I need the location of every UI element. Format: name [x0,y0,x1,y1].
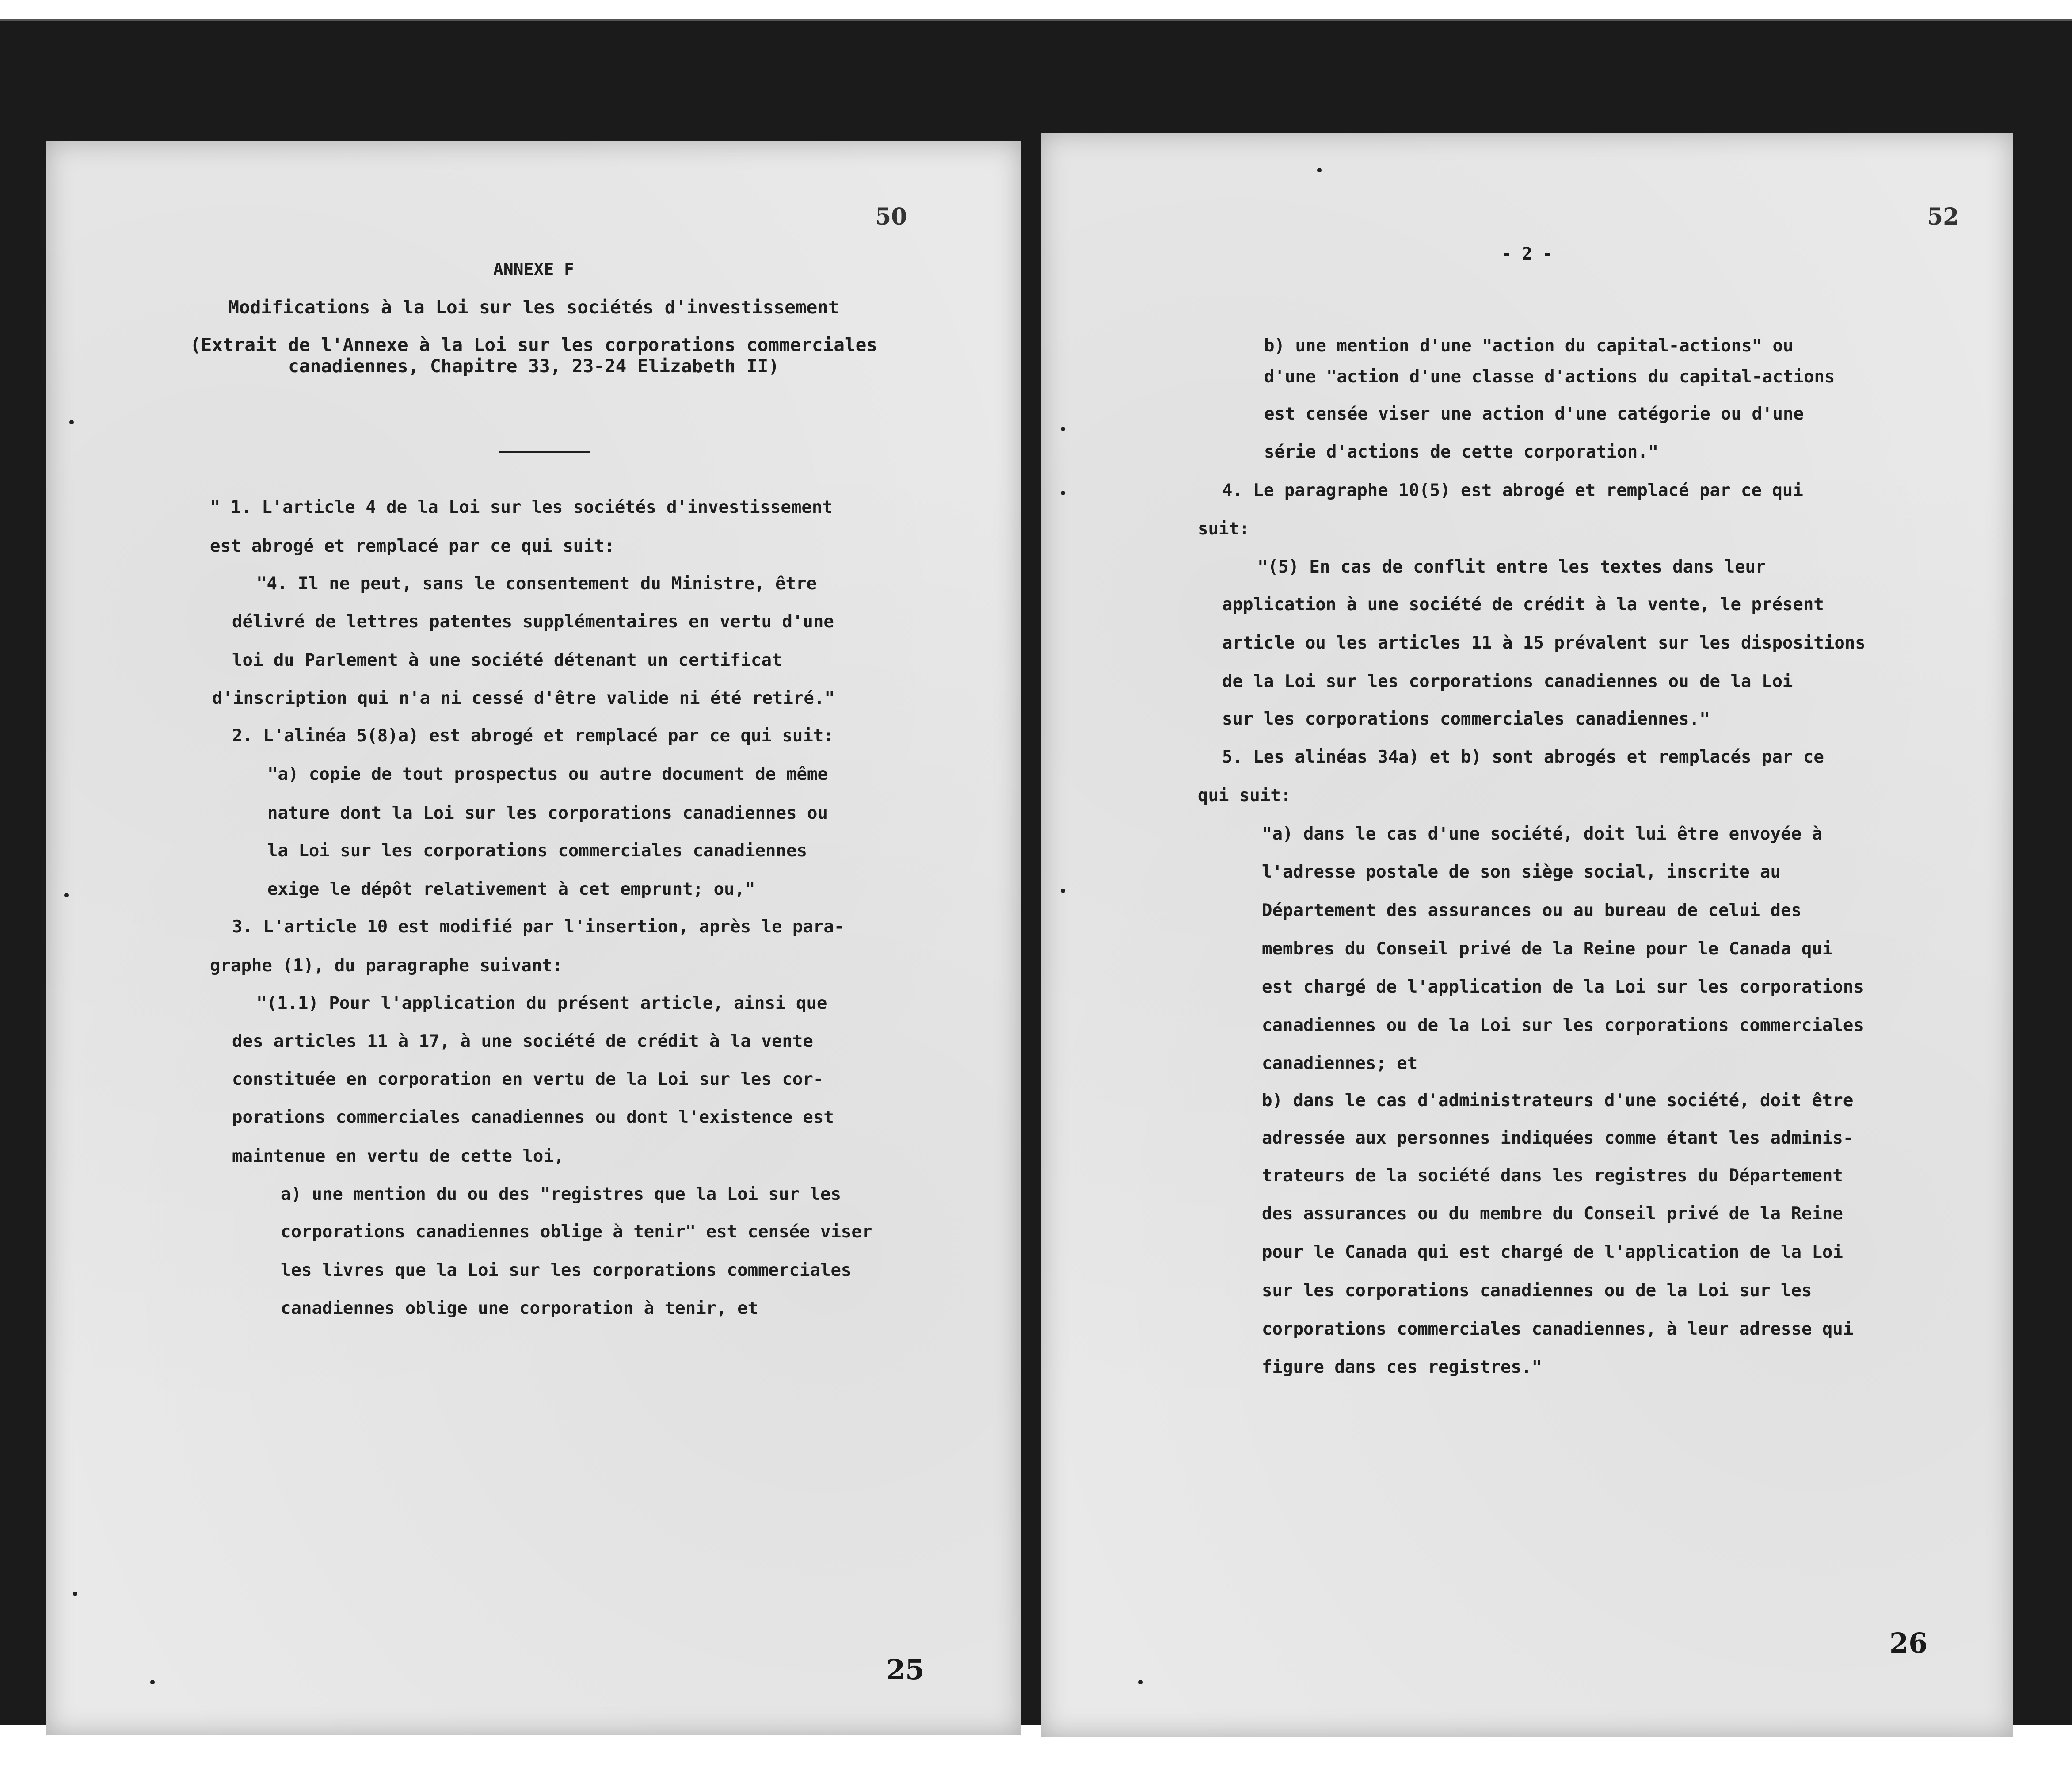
text-line: est chargé de l'application de la Loi sur les corporations [1262,977,1864,997]
text-line: canadiennes ou de la Loi sur les corporations commerciales [1262,1015,1864,1035]
text-line: graphe (1), du paragraphe suivant: [210,956,563,976]
scan-speck [73,1592,77,1596]
text-line: sur les corporations commerciales canadiennes." [1222,709,1710,729]
scan-speck [1061,427,1065,431]
scan-speck [69,420,74,424]
text-line: article ou les articles 11 à 15 prévalent sur les dispositions [1222,633,1866,653]
text-line: sur les corporations canadiennes ou de la Loi sur les [1262,1281,1812,1301]
right-page [1041,133,2013,1737]
text-line: Département des assurances ou au bureau de celui des [1262,901,1802,920]
text-line: pour le Canada qui est chargé de l'application de la Loi [1262,1242,1843,1262]
scan-speck [1138,1680,1143,1684]
text-line: corporations commerciales canadiennes, à leur adresse qui [1262,1319,1854,1339]
stamp-number: 52 [1927,203,1959,230]
text-line: membres du Conseil privé de la Reine pour le Canada qui [1262,939,1833,959]
text-line: des assurances ou du membre du Conseil privé de la Reine [1262,1204,1843,1224]
text-line: a) une mention du ou des "registres que la Loi sur les [281,1184,841,1204]
text-line: "(5) En cas de conflit entre les textes dans leur [1257,557,1766,577]
text-line: canadiennes oblige une corporation à tenir, et [281,1298,758,1318]
annex-title: ANNEXE F [493,260,575,279]
text-line: b) une mention d'une "action du capital-actions" ou [1264,336,1794,356]
text-line: trateurs de la société dans les registres du Département [1262,1166,1843,1186]
text-line: " 1. L'article 4 de la Loi sur les sociétés d'investissement [210,497,833,517]
text-line: canadiennes; et [1262,1054,1418,1073]
page-number: 26 [1889,1627,1928,1659]
source-line: (Extrait de l'Annexe à la Loi sur les corporations commerciales [190,334,878,355]
text-line: "(1.1) Pour l'application du présent article, ainsi que [256,993,827,1013]
scan-speck [1061,889,1065,893]
page-number: 25 [886,1653,925,1686]
stamp-number: 50 [875,203,907,230]
text-line: délivré de lettres patentes supplémentaires en vertu d'une [232,612,834,632]
text-line: suit: [1198,519,1250,539]
scan-speck [150,1680,155,1684]
source-line: canadiennes, Chapitre 33, 23-24 Elizabeth II) [288,355,779,377]
text-line: d'une "action d'une classe d'actions du capital-actions [1264,367,1835,387]
text-line: série d'actions de cette corporation." [1264,442,1659,462]
page-header: - 2 - [1501,244,1553,264]
text-line: adressée aux personnes indiquées comme étant les adminis- [1262,1128,1854,1148]
text-line: d'inscription qui n'a ni cessé d'être valide ni été retiré." [212,688,835,708]
text-line: "a) copie de tout prospectus ou autre document de même [267,764,828,784]
text-line: corporations canadiennes oblige à tenir" est censée viser [281,1222,872,1242]
text-line: porations commerciales canadiennes ou dont l'existence est [232,1107,834,1127]
text-line: l'adresse postale de son siège social, inscrite au [1262,862,1781,882]
text-line: qui suit: [1198,786,1291,806]
text-line: figure dans ces registres." [1262,1357,1542,1377]
text-line: de la Loi sur les corporations canadiennes ou de la Loi [1222,672,1793,691]
scan-speck [1061,491,1065,495]
text-line: "a) dans le cas d'une société, doit lui être envoyée à [1262,824,1822,844]
text-line: les livres que la Loi sur les corporations commerciales [281,1260,852,1280]
text-line: exige le dépôt relativement à cet emprunt; ou," [267,879,755,899]
text-line: 2. L'alinéa 5(8)a) est abrogé et remplacé par ce qui suit: [232,726,834,746]
text-line: 4. Le paragraphe 10(5) est abrogé et remplacé par ce qui [1222,481,1803,500]
scan-speck [64,893,69,897]
annex-subtitle: Modifications à la Loi sur les sociétés d'investissement [228,297,839,318]
scan-speck [1317,168,1322,172]
text-line: 3. L'article 10 est modifié par l'insertion, après le para- [232,917,845,937]
text-line: maintenue en vertu de cette loi, [232,1146,564,1166]
text-line: nature dont la Loi sur les corporations canadiennes ou [267,803,828,823]
text-line: loi du Parlement à une société détenant un certificat [232,650,782,670]
title-separator [499,451,590,453]
text-line: application à une société de crédit à la vente, le présent [1222,595,1824,615]
text-line: constituée en corporation en vertu de la Loi sur les cor- [232,1069,824,1089]
text-line: est censée viser une action d'une catégorie ou d'une [1264,404,1804,424]
text-line: la Loi sur les corporations commerciales canadiennes [267,841,807,861]
text-line: "4. Il ne peut, sans le consentement du Ministre, être [256,574,817,594]
text-line: b) dans le cas d'administrateurs d'une société, doit être [1262,1091,1854,1111]
left-page [46,141,1021,1735]
text-line: des articles 11 à 17, à une société de crédit à la vente [232,1031,813,1051]
text-line: 5. Les alinéas 34a) et b) sont abrogés et remplacés par ce [1222,747,1824,767]
text-line: est abrogé et remplacé par ce qui suit: [210,536,615,556]
